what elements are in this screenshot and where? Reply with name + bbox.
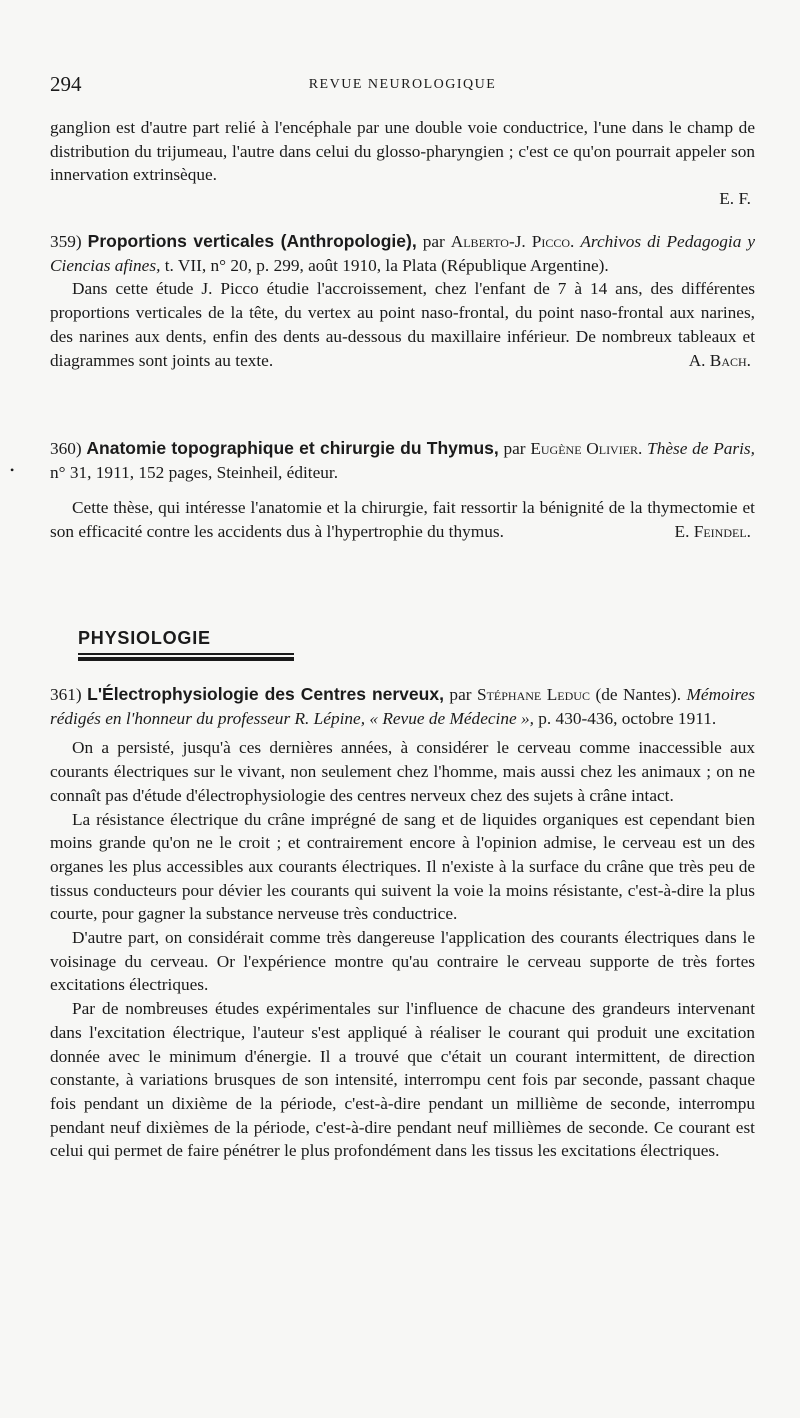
entry-361-by: par xyxy=(449,685,472,704)
page-number: 294 xyxy=(50,72,82,96)
margin-mark: • xyxy=(10,463,15,477)
entry-359 xyxy=(50,230,755,372)
section-heading xyxy=(78,628,294,661)
intro-paragraph: ganglion est d'autre part relié à l'encéphale par une double voie conductrice, l'une dans le champ de distribution du trijumeau, l'autre dans celui du glosso-pharyngien ; c'est ce qu'on pourrait appeler son innervation extrinsèque. xyxy=(50,118,755,185)
entry-360-title: Anatomie topographique et chirurgie du Thymus, xyxy=(86,438,499,458)
entry-361-paragraph-3: D'autre part, on considérait comme très dangereuse l'application des courants électriques dans le voisinage du cerveau. Or l'expérience montre qu'au contraire le cerveau supporte de très fortes excitations électriques. xyxy=(50,928,755,995)
entry-360-author: Eugène Olivier. xyxy=(530,439,643,458)
entry-361 xyxy=(50,683,755,1163)
section-rule-thin xyxy=(78,653,294,655)
entry-359-number: 359) xyxy=(50,232,82,251)
entry-360-body: Cette thèse, qui intéresse l'anatomie et la chirurgie, fait ressortir la bénignité de la thymectomie et son efficacité contre les accidents dus à l'hypertrophie du thymus. xyxy=(50,498,755,542)
entry-361-paragraph-1: On a persisté, jusqu'à ces dernières années, à considérer le cerveau comme inaccessible aux courants électriques sur le vivant, non seulement chez l'homme, mais aussi chez les animaux ; on ne connaît pas d'étude d'électrophysiologie des centres nerveux chez des sujets à crâne intact. xyxy=(50,738,755,805)
entry-359-signature: A. Bach. xyxy=(688,350,751,370)
entry-361-paragraph-2: La résistance électrique du crâne imprégné de sang et de liquides organiques est cependant bien moins grande qu'on ne le croit ; et contrairement encore à l'opinion admise, le cerveau est un des organes les plus accessibles aux courants électriques. Il n'existe à la surface du crâne que très peu de tissus conducteurs pour dévier les courants qui suivent la voie la moins résistante, c'est-à-dire la plus courte, pour gagner la substance nerveuse très conductrice. xyxy=(50,809,755,924)
entry-360-number: 360) xyxy=(50,439,82,458)
entry-361-title: L'Électrophysiologie des Centres nerveux, xyxy=(87,684,444,704)
entry-361-paragraph-4: Par de nombreuses études expérimentales sur l'influence de chacune des grandeurs intervenant dans l'excitation électrique, l'auteur s'est appliqué à réaliser le courant qui produit une excitation donnée avec le minimum d'énergie. Il a trouvé que c'était un courant intermittent, de direction constante, à variations brusques de son intensité, interrompu cent fois par seconde, passant chaque fois pendant un dixième de la période, c'est-à-dire pendant un millième de seconde, interrompu pendant neuf dixièmes de la période, c'est-à-dire pendant neuf millièmes de seconde. Ce courant est celui qui permet de faire pénétrer le plus profondément dans les tissus les excitations électriques. xyxy=(50,999,755,1161)
entry-359-journal: Archivos di Pedagogia y Ciencias afines, xyxy=(50,232,756,275)
entry-361-author: Stéphane Leduc xyxy=(476,685,590,704)
entry-361-source: Mémoires rédigés en l'honneur du professeur R. Lépine, xyxy=(50,685,755,728)
entry-361-number: 361) xyxy=(50,685,82,704)
page-header xyxy=(50,72,755,96)
running-title: REVUE NEUROLOGIQUE xyxy=(308,77,497,92)
entry-361-author-place: (de Nantes). xyxy=(595,685,682,704)
entry-359-body: Dans cette étude J. Picco étudie l'accroissement, chez l'enfant de 7 à 14 ans, des différentes proportions verticales de la tête, du vertex au point naso-frontal, du point naso-frontal aux narines, des narines aux dents, enfin des dents au-dessous du maxillaire inférieur. De nombreux tableaux et diagrammes sont joints au texte. xyxy=(50,279,755,370)
intro-signature: E. F. xyxy=(719,189,751,209)
section-rule-thick xyxy=(78,657,294,661)
entry-361-reference: p. 430-436, octobre 1911. xyxy=(538,708,717,728)
entry-360 xyxy=(50,437,755,544)
entry-360-reference: n° 31, 1911, 152 pages, Steinheil, éditeur. xyxy=(50,462,339,482)
entry-360-signature: E. Feindel. xyxy=(674,522,751,542)
entry-360-source: Thèse de Paris, xyxy=(647,439,755,458)
entry-359-author: Alberto-J. Picco. xyxy=(450,232,575,251)
entry-360-by: par xyxy=(503,439,526,458)
section-title: PHYSIOLOGIE xyxy=(78,628,211,648)
entry-359-reference: t. VII, n° 20, p. 299, août 1910, la Plata (République Argentine). xyxy=(164,255,609,275)
entry-359-by: par xyxy=(422,232,445,251)
entry-361-journal: « Revue de Médecine », xyxy=(369,708,534,728)
intro-block xyxy=(50,116,755,211)
entry-359-title: Proportions verticales (Anthropologie), xyxy=(87,231,417,251)
